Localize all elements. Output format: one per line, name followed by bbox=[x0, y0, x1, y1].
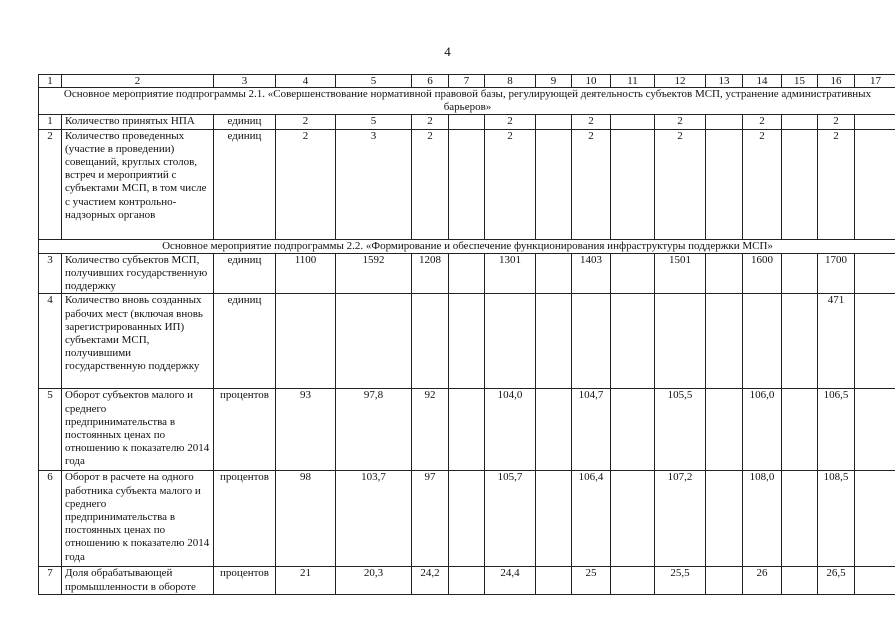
column-number: 15 bbox=[782, 75, 818, 88]
value-cell: 24,2 bbox=[412, 567, 449, 594]
column-number: 17 bbox=[855, 75, 895, 88]
value-cell bbox=[449, 294, 485, 389]
value-cell: 2 bbox=[655, 129, 706, 239]
value-cell bbox=[449, 129, 485, 239]
value-cell: 103,7 bbox=[336, 471, 412, 567]
value-cell bbox=[611, 389, 655, 471]
value-cell: 2 bbox=[572, 129, 611, 239]
section-title: Основное мероприятие подпрограммы 2.1. «Совершенствование нормативной правовой базы, регулирующей деятельность субъектов МСП, устранение административных барьеров» bbox=[39, 88, 895, 115]
value-cell bbox=[572, 294, 611, 389]
indicator-name: Доля обрабатывающей промышленности в обороте bbox=[62, 567, 214, 594]
value-cell bbox=[449, 389, 485, 471]
value-cell bbox=[611, 567, 655, 594]
section-header-row bbox=[39, 88, 895, 115]
value-cell bbox=[536, 294, 572, 389]
value-cell: 92 bbox=[412, 389, 449, 471]
value-cell: 5 bbox=[336, 115, 412, 129]
value-cell: 25,5 bbox=[655, 567, 706, 594]
value-cell: 2 bbox=[655, 115, 706, 129]
column-number: 9 bbox=[536, 75, 572, 88]
value-cell: 1301 bbox=[485, 253, 536, 294]
value-cell bbox=[536, 253, 572, 294]
value-cell bbox=[782, 115, 818, 129]
unit-cell: единиц bbox=[214, 294, 276, 389]
value-cell: 2 bbox=[572, 115, 611, 129]
value-cell: 3 bbox=[336, 129, 412, 239]
value-cell bbox=[782, 389, 818, 471]
value-cell bbox=[706, 389, 743, 471]
value-cell: 1592 bbox=[336, 253, 412, 294]
value-cell: 26 bbox=[743, 567, 782, 594]
table-row bbox=[39, 115, 895, 129]
value-cell bbox=[536, 567, 572, 594]
column-number: 2 bbox=[62, 75, 214, 88]
table-row bbox=[39, 294, 895, 389]
row-number: 6 bbox=[39, 471, 62, 567]
column-number: 6 bbox=[412, 75, 449, 88]
column-number: 11 bbox=[611, 75, 655, 88]
value-cell: 2 bbox=[818, 129, 855, 239]
value-cell bbox=[611, 471, 655, 567]
value-cell bbox=[782, 294, 818, 389]
value-cell bbox=[611, 115, 655, 129]
indicator-name: Количество субъектов МСП, получивших государственную поддержку bbox=[62, 253, 214, 294]
value-cell: 1100 bbox=[276, 253, 336, 294]
row-number: 1 bbox=[39, 115, 62, 129]
indicator-name: Количество проведенных (участие в проведении) совещаний, круглых столов, встреч и мероприятий с субъектами МСП, в том числе с участием контрольно-надзорных органов bbox=[62, 129, 214, 239]
value-cell: 2 bbox=[412, 129, 449, 239]
value-cell: 97 bbox=[412, 471, 449, 567]
column-number: 8 bbox=[485, 75, 536, 88]
value-cell bbox=[706, 294, 743, 389]
value-cell bbox=[449, 253, 485, 294]
value-cell bbox=[536, 471, 572, 567]
value-cell: 21 bbox=[276, 567, 336, 594]
value-cell: 1600 bbox=[743, 253, 782, 294]
value-cell: 105,5 bbox=[655, 389, 706, 471]
value-cell: 98 bbox=[276, 471, 336, 567]
value-cell bbox=[336, 294, 412, 389]
value-cell bbox=[782, 253, 818, 294]
value-cell: 471 bbox=[818, 294, 855, 389]
value-cell bbox=[855, 294, 895, 389]
unit-cell: единиц bbox=[214, 129, 276, 239]
value-cell bbox=[743, 294, 782, 389]
column-number: 12 bbox=[655, 75, 706, 88]
value-cell bbox=[855, 115, 895, 129]
value-cell bbox=[449, 115, 485, 129]
value-cell bbox=[706, 129, 743, 239]
value-cell bbox=[611, 253, 655, 294]
value-cell bbox=[536, 115, 572, 129]
unit-cell: процентов bbox=[214, 389, 276, 471]
value-cell bbox=[536, 129, 572, 239]
indicators-table bbox=[38, 74, 895, 595]
value-cell: 24,4 bbox=[485, 567, 536, 594]
section-header-row bbox=[39, 239, 895, 253]
page-number: 4 bbox=[444, 44, 451, 59]
value-cell: 2 bbox=[743, 129, 782, 239]
table-row bbox=[39, 567, 895, 594]
column-number: 16 bbox=[818, 75, 855, 88]
value-cell: 25 bbox=[572, 567, 611, 594]
value-cell: 2 bbox=[412, 115, 449, 129]
indicator-name: Количество вновь созданных рабочих мест (включая вновь зарегистрированных ИП) субъектами МСП, получившими государственную поддержку bbox=[62, 294, 214, 389]
value-cell bbox=[782, 567, 818, 594]
unit-cell: единиц bbox=[214, 253, 276, 294]
indicator-name: Оборот субъектов малого и среднего предпринимательства в постоянных ценах по отношению к показателю 2014 года bbox=[62, 389, 214, 471]
value-cell: 107,2 bbox=[655, 471, 706, 567]
column-number: 5 bbox=[336, 75, 412, 88]
value-cell bbox=[706, 567, 743, 594]
table-row bbox=[39, 471, 895, 567]
section-title: Основное мероприятие подпрограммы 2.2. «Формирование и обеспечение функционирования инфраструктуры поддержки МСП» bbox=[39, 239, 895, 253]
row-number: 2 bbox=[39, 129, 62, 239]
value-cell: 1700 bbox=[818, 253, 855, 294]
column-number: 7 bbox=[449, 75, 485, 88]
value-cell bbox=[855, 389, 895, 471]
indicator-name: Количество принятых НПА bbox=[62, 115, 214, 129]
value-cell: 93 bbox=[276, 389, 336, 471]
column-number-row bbox=[39, 75, 895, 88]
value-cell bbox=[655, 294, 706, 389]
column-number: 10 bbox=[572, 75, 611, 88]
value-cell bbox=[276, 294, 336, 389]
value-cell bbox=[855, 253, 895, 294]
value-cell bbox=[611, 294, 655, 389]
value-cell: 20,3 bbox=[336, 567, 412, 594]
row-number: 5 bbox=[39, 389, 62, 471]
value-cell: 106,4 bbox=[572, 471, 611, 567]
table-row bbox=[39, 389, 895, 471]
value-cell: 106,5 bbox=[818, 389, 855, 471]
value-cell: 2 bbox=[276, 129, 336, 239]
column-number: 1 bbox=[39, 75, 62, 88]
row-number: 4 bbox=[39, 294, 62, 389]
value-cell: 105,7 bbox=[485, 471, 536, 567]
value-cell bbox=[706, 115, 743, 129]
row-number: 3 bbox=[39, 253, 62, 294]
value-cell: 97,8 bbox=[336, 389, 412, 471]
table-row bbox=[39, 129, 895, 239]
value-cell bbox=[485, 294, 536, 389]
value-cell bbox=[536, 389, 572, 471]
row-number: 7 bbox=[39, 567, 62, 594]
column-number: 4 bbox=[276, 75, 336, 88]
indicator-name: Оборот в расчете на одного работника субъекта малого и среднего предпринимательства в постоянных ценах по отношению к показателю 2014 года bbox=[62, 471, 214, 567]
value-cell bbox=[449, 471, 485, 567]
value-cell: 104,0 bbox=[485, 389, 536, 471]
value-cell bbox=[706, 253, 743, 294]
value-cell: 2 bbox=[818, 115, 855, 129]
value-cell: 104,7 bbox=[572, 389, 611, 471]
value-cell: 2 bbox=[276, 115, 336, 129]
value-cell: 108,0 bbox=[743, 471, 782, 567]
value-cell: 2 bbox=[485, 129, 536, 239]
value-cell: 1501 bbox=[655, 253, 706, 294]
value-cell bbox=[782, 129, 818, 239]
value-cell bbox=[855, 129, 895, 239]
value-cell bbox=[706, 471, 743, 567]
value-cell: 2 bbox=[743, 115, 782, 129]
value-cell bbox=[782, 471, 818, 567]
value-cell: 2 bbox=[485, 115, 536, 129]
table-row bbox=[39, 253, 895, 294]
value-cell: 106,0 bbox=[743, 389, 782, 471]
unit-cell: единиц bbox=[214, 115, 276, 129]
value-cell: 1403 bbox=[572, 253, 611, 294]
unit-cell: процентов bbox=[214, 471, 276, 567]
value-cell bbox=[855, 567, 895, 594]
column-number: 13 bbox=[706, 75, 743, 88]
value-cell bbox=[412, 294, 449, 389]
value-cell: 1208 bbox=[412, 253, 449, 294]
value-cell: 108,5 bbox=[818, 471, 855, 567]
value-cell bbox=[449, 567, 485, 594]
column-number: 3 bbox=[214, 75, 276, 88]
value-cell bbox=[855, 471, 895, 567]
value-cell: 26,5 bbox=[818, 567, 855, 594]
column-number: 14 bbox=[743, 75, 782, 88]
value-cell bbox=[611, 129, 655, 239]
unit-cell: процентов bbox=[214, 567, 276, 594]
